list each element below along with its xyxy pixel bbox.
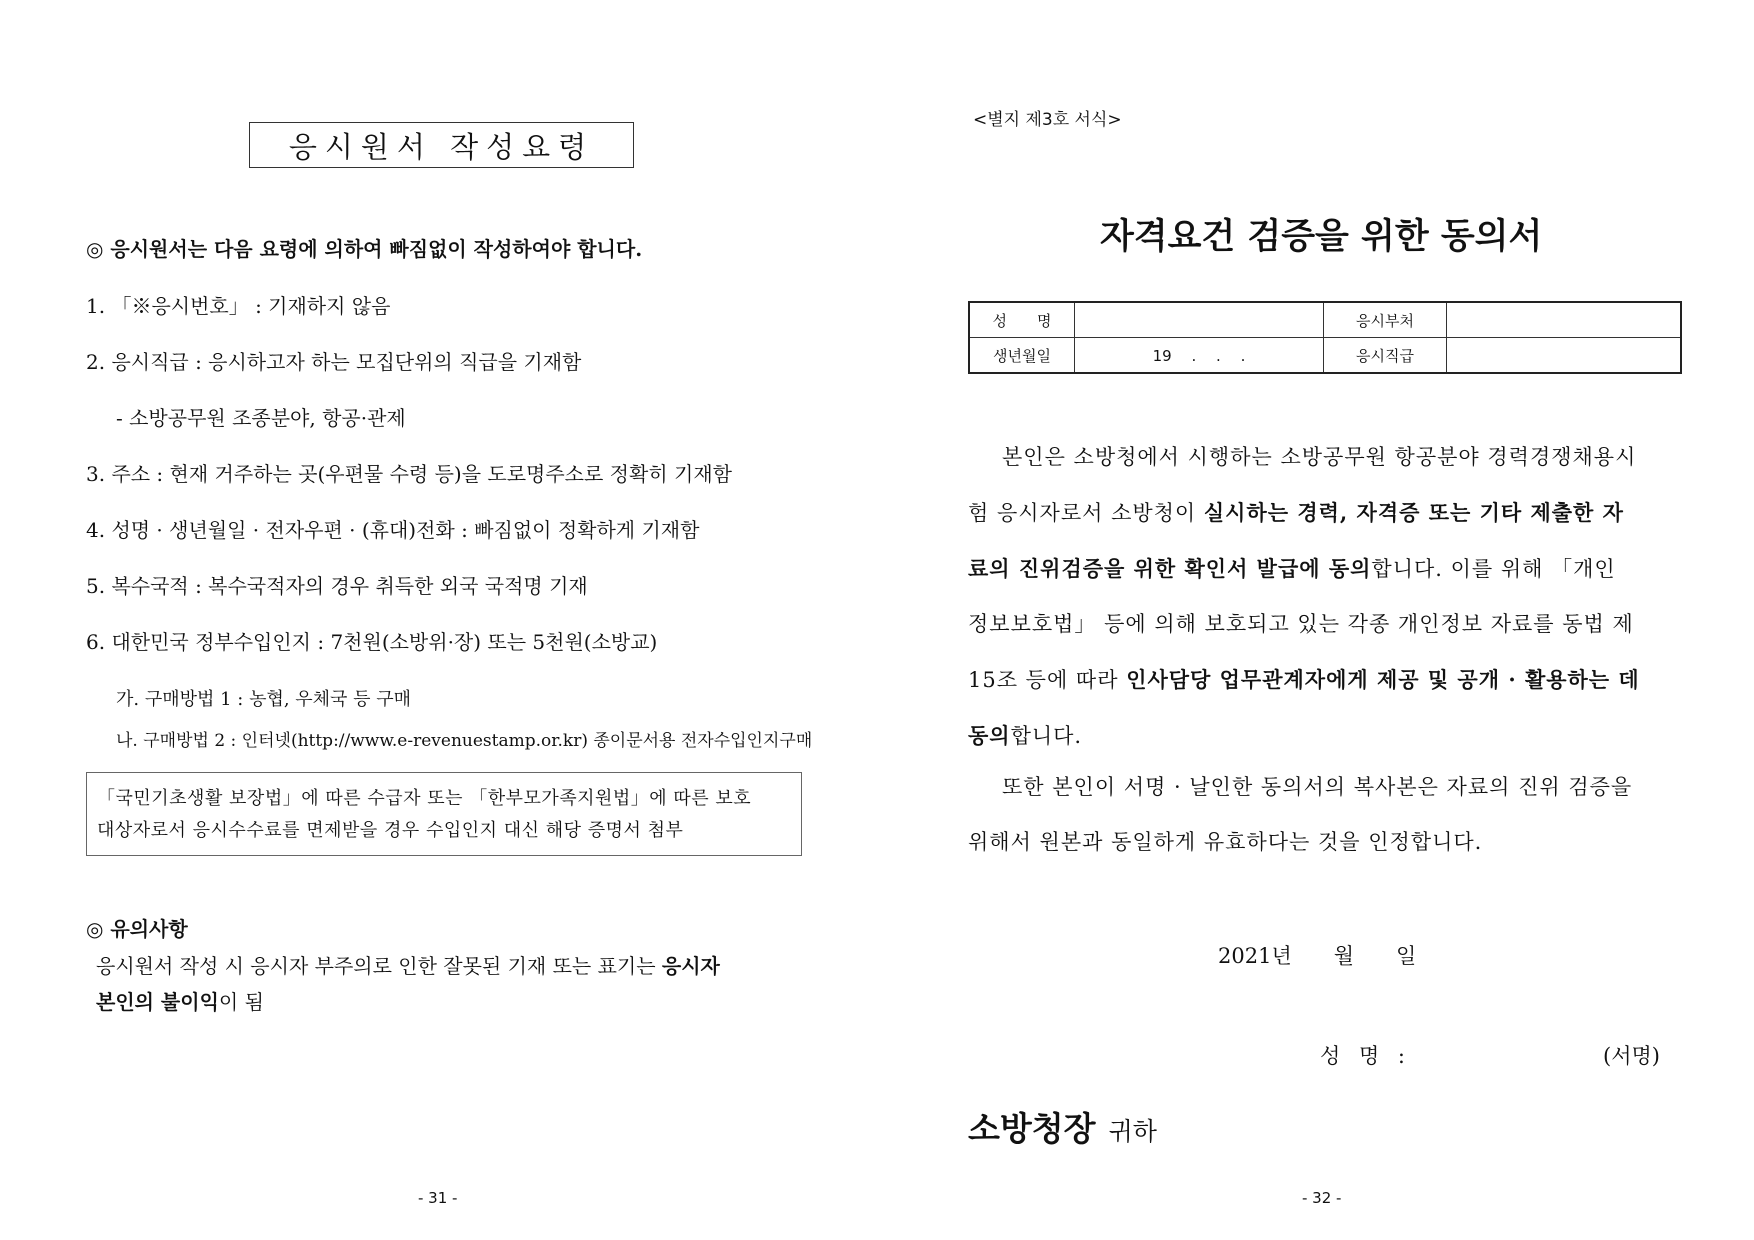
dept-label: 응시부처: [1324, 302, 1447, 338]
para1-line-3-text: 합니다. 이를 위해 「개인: [1371, 557, 1616, 581]
caution-text-1: 응시원서 작성 시 응시자 부주의로 인한 잘못된 기재 또는 표기는: [96, 954, 662, 978]
para1-line-1: 본인은 소방청에서 시행하는 소방공무원 항공분야 경력경쟁채용시: [1002, 445, 1637, 469]
para1-line-6: [968, 708, 1682, 764]
applicant-info-table: [968, 301, 1682, 374]
sub-item-b: 나. 구매방법 2 : 인터넷(http://www.e-revenuestamp.or.kr) 종이문서용 전자수입인지구매: [116, 731, 813, 751]
caution-text: [96, 948, 806, 1020]
addressee: [968, 1103, 1157, 1150]
birth-field[interactable]: 19 . . .: [1075, 338, 1324, 374]
consent-title: 자격요건 검증을 위한 동의서: [1100, 217, 1543, 257]
grade-field[interactable]: [1447, 338, 1682, 374]
para1-line-3: [968, 541, 1682, 597]
caution-heading: ◎ 유의사항: [86, 917, 188, 941]
intro-line: ◎ 응시원서는 다음 요령에 의하여 빠짐없이 작성하여야 합니다.: [86, 237, 643, 261]
para1-line-5-text: 15조 등에 따라: [968, 668, 1127, 692]
page-number-left: - 31 -: [418, 1189, 458, 1207]
addressee-name: 소방청장: [968, 1109, 1096, 1148]
item-2: 2. 응시직급 : 응시하고자 하는 모집단위의 직급을 기재함: [86, 350, 582, 374]
name-label: 성 명: [969, 302, 1075, 338]
para1-line-2: [968, 485, 1682, 541]
dept-field[interactable]: [1447, 302, 1682, 338]
para1-line-4: 정보보호법」 등에 의해 보호되고 있는 각종 개인정보 자료를 동법 제: [968, 612, 1634, 636]
para1-line-3-bold: 료의 진위검증을 위한 확인서 발급에 동의: [968, 556, 1372, 581]
para1-line-2-bold: 실시하는 경력, 자격증 또는 기타 제출한 자: [1203, 500, 1624, 525]
item-1: 1. 「※응시번호」 : 기재하지 않음: [86, 294, 391, 318]
item-6: 6. 대한민국 정부수입인지 : 7천원(소방위·장) 또는 5천원(소방교): [86, 630, 658, 654]
para1-line-5: [968, 652, 1682, 708]
notice-line-2: 대상자로서 응시수수료를 면제받을 경우 수입인지 대신 해당 증명서 첨부: [97, 820, 684, 841]
name-field[interactable]: [1075, 302, 1324, 338]
item-3: 3. 주소 : 현재 거주하는 곳(우편물 수령 등)을 도로명주소로 정확히 기재함: [86, 462, 732, 486]
para1-line-6-text: 합니다.: [1010, 724, 1083, 748]
item-2-sub: - 소방공무원 조종분야, 항공·관제: [116, 406, 406, 430]
notice-box: [86, 772, 802, 856]
para2-line-1: 또한 본인이 서명 · 날인한 동의서의 복사본은 자료의 진위 검증을: [1002, 775, 1633, 799]
consent-paragraph-2: [968, 760, 1682, 870]
consent-paragraph-1: [968, 430, 1682, 764]
para1-line-2-text: 험 응시자로서 소방청이: [968, 501, 1204, 525]
signature-label: 성 명 :: [1320, 1044, 1411, 1068]
signature-mark: (서명): [1603, 1044, 1660, 1068]
caution-bold-2: 본인의 불이익: [96, 990, 219, 1014]
notice-line-1: 「국민기초생활 보장법」에 따른 수급자 또는 「한부모가족지원법」에 따른 보호: [97, 788, 752, 809]
form-label: <별지 제3호 서식>: [973, 110, 1122, 130]
para2-line-2: 위해서 원본과 동일하게 유효하다는 것을 인정합니다.: [968, 830, 1483, 854]
grade-label: 응시직급: [1324, 338, 1447, 374]
caution-bold-1: 응시자: [661, 954, 720, 978]
para1-line-5-bold: 인사담당 업무관계자에게 제공 및 공개 · 활용하는 데: [1126, 667, 1640, 692]
para1-line-6-bold: 동의: [968, 723, 1011, 748]
left-page-title: 응시원서 작성요령: [249, 122, 634, 168]
birth-label: 생년월일: [969, 338, 1075, 374]
page-number-right: - 32 -: [1302, 1189, 1342, 1207]
date-line: 2021년 월 일: [1218, 944, 1417, 968]
sub-item-a: 가. 구매방법 1 : 농협, 우체국 등 구매: [116, 689, 412, 710]
caution-text-2: 이 됨: [218, 990, 264, 1014]
addressee-suffix: 귀하: [1108, 1117, 1157, 1146]
item-4: 4. 성명 · 생년월일 · 전자우편 · (휴대)전화 : 빠짐없이 정확하게 기재함: [86, 518, 700, 542]
item-5: 5. 복수국적 : 복수국적자의 경우 취득한 외국 국적명 기재: [86, 574, 588, 598]
